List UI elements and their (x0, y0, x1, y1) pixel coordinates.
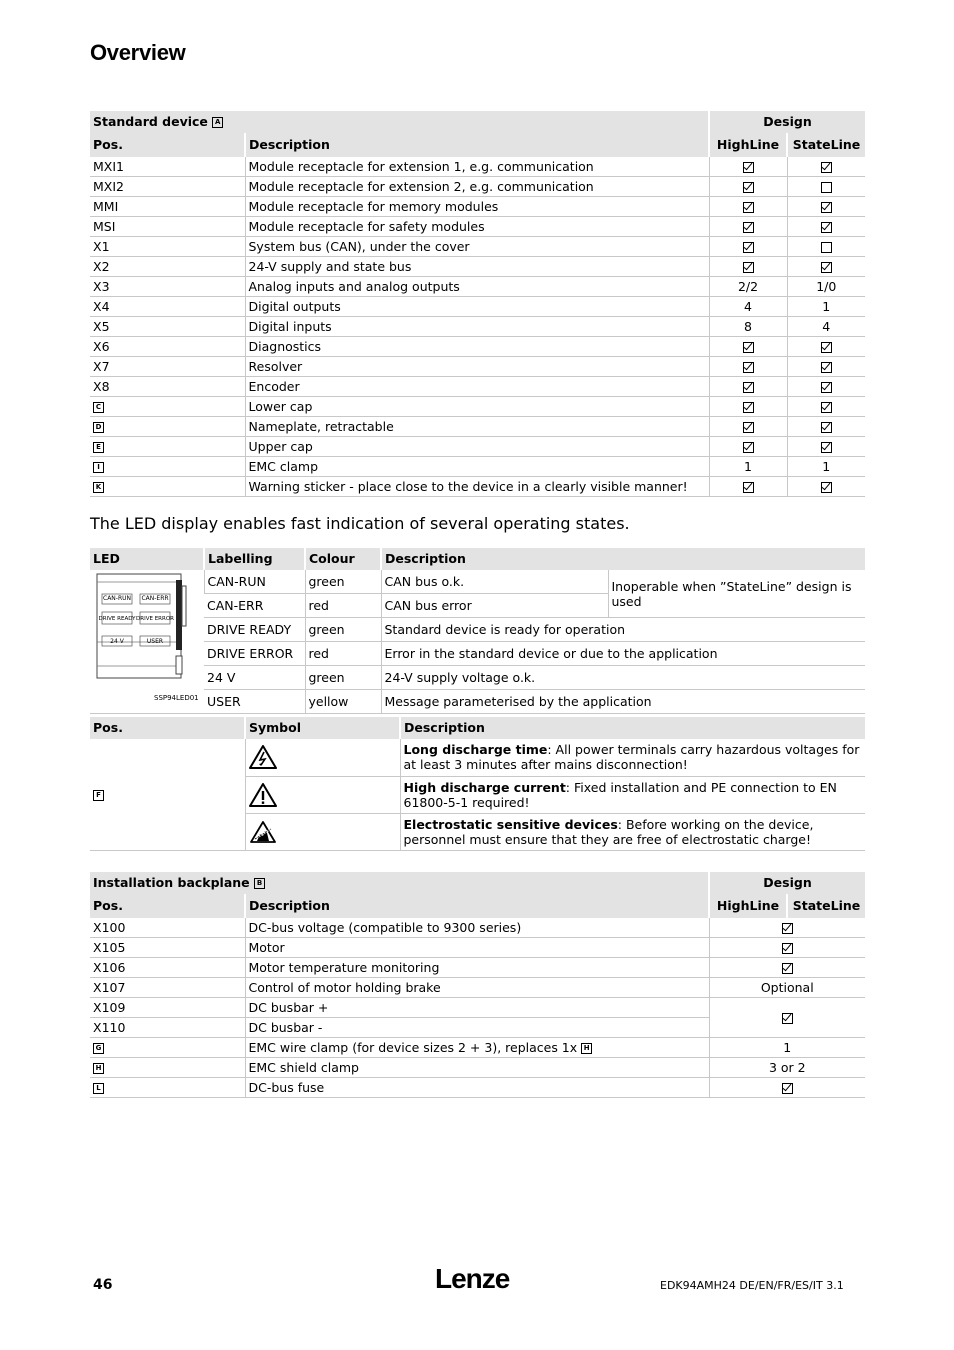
bp-desc-text: Motor (248, 940, 285, 955)
std-desc: Resolver (245, 357, 709, 377)
led-colour: red (305, 594, 381, 618)
symbol-pos-cell (90, 739, 245, 850)
table-row (90, 1038, 865, 1058)
checkbox-checked-icon (821, 202, 832, 213)
symbol-desc-text: : Before working on the device, personnel must ensure that they are free of electrostatic charge! (403, 816, 814, 847)
table-row (90, 998, 865, 1018)
std-pos: MXI2 (90, 177, 245, 197)
page-number: 46 (93, 1277, 113, 1293)
symbol-cell (245, 776, 400, 813)
marker-a: A (212, 117, 223, 128)
symbols-table (90, 717, 865, 851)
bp-design-value (709, 918, 865, 938)
checkbox-checked-icon (743, 402, 754, 413)
std-desc: Upper cap (245, 437, 709, 457)
bp-pos: X109 (90, 998, 245, 1018)
table-row (90, 570, 865, 594)
bp-desc (245, 1078, 709, 1098)
table-row (90, 377, 865, 397)
table-row (90, 417, 865, 437)
bp-desc-text: DC-bus voltage (compatible to 9300 series) (248, 920, 522, 935)
std-desc: Module receptacle for extension 1, e.g. communication (245, 157, 709, 177)
bp-desc-text: EMC shield clamp (248, 1060, 359, 1075)
checkbox-empty-icon (821, 182, 832, 193)
symbol-desc-title: Long discharge time (403, 742, 548, 757)
bp-design-value (709, 938, 865, 958)
led-desc: 24-V supply voltage o.k. (381, 666, 865, 690)
std-highline-value (709, 177, 787, 197)
std-highline-value (709, 437, 787, 457)
checkbox-checked-icon (782, 923, 793, 934)
std-highline-value (709, 357, 787, 377)
std-pos (90, 477, 245, 497)
led-desc: Message parameterised by the application (381, 690, 865, 714)
general-warning-icon (249, 796, 277, 811)
bp-pos: X100 (90, 918, 245, 938)
std-stateline-value (787, 377, 865, 397)
std-desc: Digital outputs (245, 297, 709, 317)
col-stateline: StateLine (787, 133, 865, 157)
bp-pos (90, 1058, 245, 1078)
led-label: USER (204, 690, 305, 714)
checkbox-checked-icon (821, 222, 832, 233)
std-desc: Lower cap (245, 397, 709, 417)
table-row (90, 337, 865, 357)
col-pos: Pos. (90, 133, 245, 157)
std-desc: Encoder (245, 377, 709, 397)
bp-col-pos: Pos. (90, 894, 245, 918)
led-label: DRIVE READY (204, 618, 305, 642)
fig-label-can-err: CAN-ERR (141, 595, 169, 602)
std-stateline-value (787, 237, 865, 257)
checkbox-checked-icon (782, 943, 793, 954)
bp-desc (245, 1058, 709, 1078)
led-label: CAN-ERR (204, 594, 305, 618)
led-colour: yellow (305, 690, 381, 714)
std-stateline-value (787, 197, 865, 217)
table-row (90, 277, 865, 297)
checkbox-checked-icon (782, 1083, 793, 1094)
std-pos: X1 (90, 237, 245, 257)
std-highline-value (709, 337, 787, 357)
stateline-note: Inoperable when ”StateLine” design is used (608, 570, 865, 618)
std-desc: EMC clamp (245, 457, 709, 477)
led-table (90, 548, 865, 714)
bp-design-value: 3 or 2 (709, 1058, 865, 1078)
bp-desc (245, 918, 709, 938)
bp-desc-text: Control of motor holding brake (248, 980, 441, 995)
led-desc: Standard device is ready for operation (381, 618, 865, 642)
checkbox-checked-icon (782, 1013, 793, 1024)
bp-pos (90, 1038, 245, 1058)
led-desc: CAN bus error (381, 594, 608, 618)
std-highline-value (709, 477, 787, 497)
bp-col-description: Description (245, 894, 709, 918)
col-sym-description: Description (400, 717, 865, 739)
led-label: 24 V (204, 666, 305, 690)
symbol-cell (245, 739, 400, 776)
figure-caption: SSP94LED01 (154, 694, 199, 702)
bp-col-stateline: StateLine (787, 894, 865, 918)
checkbox-checked-icon (821, 162, 832, 173)
led-figure-cell (90, 570, 204, 714)
std-pos: MXI1 (90, 157, 245, 177)
std-desc: Digital inputs (245, 317, 709, 337)
backplane-table (90, 872, 865, 1098)
symbol-desc-text: : All power terminals carry hazardous voltages for at least 3 minutes after mains disconnection! (403, 742, 860, 772)
checkbox-checked-icon (821, 362, 832, 373)
table-row (90, 690, 865, 714)
symbol-desc-text: : Fixed installation and PE connection to EN 61800-5-1 required! (403, 779, 837, 810)
table-row (90, 642, 865, 666)
std-pos: MSI (90, 217, 245, 237)
symbol-desc-title: Electrostatic sensitive devices (403, 816, 618, 832)
table-row (90, 958, 865, 978)
std-pos: X3 (90, 277, 245, 297)
std-desc: Module receptacle for extension 2, e.g. communication (245, 177, 709, 197)
position-marker: D (93, 422, 104, 433)
symbol-desc (400, 813, 865, 850)
std-pos: X4 (90, 297, 245, 317)
std-stateline-value (787, 217, 865, 237)
table-row (90, 739, 865, 776)
symbol-desc (400, 739, 865, 776)
checkbox-checked-icon (821, 262, 832, 273)
checkbox-checked-icon (782, 963, 793, 974)
std-desc: Analog inputs and analog outputs (245, 277, 709, 297)
std-pos: X8 (90, 377, 245, 397)
table-row (90, 666, 865, 690)
fig-label-drive-error: DRIVE ERROR (136, 616, 174, 622)
std-highline-value (709, 257, 787, 277)
std-stateline-value (787, 437, 865, 457)
std-stateline-value (787, 417, 865, 437)
std-desc: Module receptacle for safety modules (245, 217, 709, 237)
led-panel-figure (94, 572, 202, 704)
checkbox-empty-icon (821, 242, 832, 253)
bp-design-value: Optional (709, 978, 865, 998)
bp-desc-text: DC busbar + (248, 1000, 329, 1015)
std-stateline-value: 1 (787, 297, 865, 317)
bp-desc-text: Motor temperature monitoring (248, 960, 440, 975)
std-desc: 24-V supply and state bus (245, 257, 709, 277)
checkbox-checked-icon (743, 242, 754, 253)
led-label: CAN-RUN (204, 570, 305, 594)
document-id: EDK94AMH24 DE/EN/FR/ES/IT 3.1 (660, 1279, 844, 1292)
col-led: LED (90, 548, 204, 570)
bp-desc (245, 1038, 709, 1058)
std-highline-value (709, 377, 787, 397)
checkbox-checked-icon (821, 382, 832, 393)
checkbox-checked-icon (743, 182, 754, 193)
backplane-group-label: Installation backplane (93, 875, 250, 890)
table-row (90, 1058, 865, 1078)
bp-col-highline: HighLine (709, 894, 787, 918)
led-desc: Error in the standard device or due to the application (381, 642, 865, 666)
bp-desc (245, 958, 709, 978)
std-pos: X7 (90, 357, 245, 377)
table-row (90, 197, 865, 217)
table-row (90, 1078, 865, 1098)
std-highline-value: 1 (709, 457, 787, 477)
std-highline-value: 4 (709, 297, 787, 317)
fig-label-drive-ready: DRIVE READY (98, 616, 136, 622)
led-colour: red (305, 642, 381, 666)
std-stateline-value: 1/0 (787, 277, 865, 297)
col-highline: HighLine (709, 133, 787, 157)
marker-b: B (254, 878, 265, 889)
bp-desc-text: EMC wire clamp (for device sizes 2 + 3), replaces 1x (248, 1040, 578, 1055)
bp-pos: X105 (90, 938, 245, 958)
std-stateline-value (787, 157, 865, 177)
table-row (90, 437, 865, 457)
table-row (90, 357, 865, 377)
checkbox-checked-icon (743, 382, 754, 393)
checkbox-checked-icon (743, 342, 754, 353)
checkbox-checked-icon (743, 362, 754, 373)
checkbox-checked-icon (821, 342, 832, 353)
std-highline-value: 8 (709, 317, 787, 337)
led-colour: green (305, 618, 381, 642)
position-marker: C (93, 402, 104, 413)
std-stateline-value (787, 257, 865, 277)
bp-pos (90, 1078, 245, 1098)
symbol-desc (400, 776, 865, 813)
led-desc: CAN bus o.k. (381, 570, 608, 594)
led-intro-text: The LED display enables fast indication of several operating states. (90, 514, 630, 533)
checkbox-checked-icon (743, 482, 754, 493)
position-marker: F (93, 790, 104, 801)
std-pos (90, 437, 245, 457)
checkbox-checked-icon (821, 422, 832, 433)
bp-design-value: 1 (709, 1038, 865, 1058)
bp-desc-text: DC busbar - (248, 1020, 323, 1035)
table-row (90, 317, 865, 337)
std-desc: Module receptacle for memory modules (245, 197, 709, 217)
col-labelling: Labelling (204, 548, 305, 570)
table-row (90, 938, 865, 958)
position-marker: H (93, 1063, 104, 1074)
col-colour: Colour (305, 548, 381, 570)
std-highline-value (709, 217, 787, 237)
std-desc: Diagnostics (245, 337, 709, 357)
lenze-logo: Lenze (435, 1263, 510, 1294)
std-desc: Nameplate, retractable (245, 417, 709, 437)
std-stateline-value (787, 357, 865, 377)
table-row (90, 157, 865, 177)
std-stateline-value (787, 397, 865, 417)
bp-pos: X110 (90, 1018, 245, 1038)
std-stateline-value: 4 (787, 317, 865, 337)
bp-design-value (709, 1078, 865, 1098)
checkbox-checked-icon (821, 482, 832, 493)
std-pos (90, 457, 245, 477)
position-marker: E (93, 442, 104, 453)
bp-desc (245, 978, 709, 998)
design-label: Design (709, 111, 865, 133)
esd-warning-icon (249, 833, 277, 848)
std-pos (90, 417, 245, 437)
fig-label-user: USER (146, 638, 164, 645)
std-highline-value (709, 397, 787, 417)
std-highline-value (709, 237, 787, 257)
checkbox-checked-icon (743, 222, 754, 233)
table-row (90, 618, 865, 642)
std-pos (90, 397, 245, 417)
col-symbol: Symbol (245, 717, 400, 739)
bp-desc-text: DC-bus fuse (248, 1080, 325, 1095)
col-led-description: Description (381, 548, 865, 570)
std-highline-value: 2/2 (709, 277, 787, 297)
checkbox-checked-icon (743, 202, 754, 213)
std-stateline-value (787, 477, 865, 497)
std-pos: X5 (90, 317, 245, 337)
led-colour: green (305, 570, 381, 594)
table-row (90, 297, 865, 317)
col-sym-pos: Pos. (90, 717, 245, 739)
bp-pos: X107 (90, 978, 245, 998)
checkbox-checked-icon (743, 262, 754, 273)
position-marker: K (93, 482, 104, 493)
fig-label-24v: 24 V (110, 638, 124, 645)
table-row (90, 978, 865, 998)
bp-desc (245, 938, 709, 958)
bp-desc (245, 998, 709, 1018)
table-row (90, 217, 865, 237)
led-label: DRIVE ERROR (204, 642, 305, 666)
bp-desc (245, 1018, 709, 1038)
fig-label-can-run: CAN-RUN (103, 595, 131, 602)
standard-device-table (90, 111, 865, 497)
std-highline-value (709, 417, 787, 437)
std-stateline-value (787, 337, 865, 357)
std-highline-value (709, 197, 787, 217)
checkbox-checked-icon (743, 162, 754, 173)
position-marker: I (93, 462, 104, 473)
table-row (90, 177, 865, 197)
table-row (90, 918, 865, 938)
std-pos: X2 (90, 257, 245, 277)
checkbox-checked-icon (743, 422, 754, 433)
symbol-cell (245, 813, 400, 850)
voltage-warning-icon (249, 758, 277, 773)
checkbox-checked-icon (821, 442, 832, 453)
col-description: Description (245, 133, 709, 157)
bp-design-value (709, 958, 865, 978)
bp-design-value (709, 998, 865, 1038)
std-stateline-value: 1 (787, 457, 865, 477)
page-title: Overview (90, 40, 186, 65)
std-highline-value (709, 157, 787, 177)
position-marker: G (93, 1043, 104, 1054)
position-marker: L (93, 1083, 104, 1094)
bp-design-label: Design (709, 872, 865, 894)
std-desc: System bus (CAN), under the cover (245, 237, 709, 257)
table-row (90, 397, 865, 417)
desc-marker: H (581, 1043, 592, 1054)
std-pos: MMI (90, 197, 245, 217)
table-row (90, 477, 865, 497)
table-row (90, 237, 865, 257)
table-row (90, 457, 865, 477)
std-stateline-value (787, 177, 865, 197)
checkbox-checked-icon (743, 442, 754, 453)
symbol-desc-title: High discharge current (403, 779, 566, 795)
std-desc: Warning sticker - place close to the device in a clearly visible manner! (245, 477, 709, 497)
table-row (90, 257, 865, 277)
standard-group-label: Standard device (93, 114, 208, 129)
bp-pos: X106 (90, 958, 245, 978)
std-pos: X6 (90, 337, 245, 357)
led-colour: green (305, 666, 381, 690)
checkbox-checked-icon (821, 402, 832, 413)
